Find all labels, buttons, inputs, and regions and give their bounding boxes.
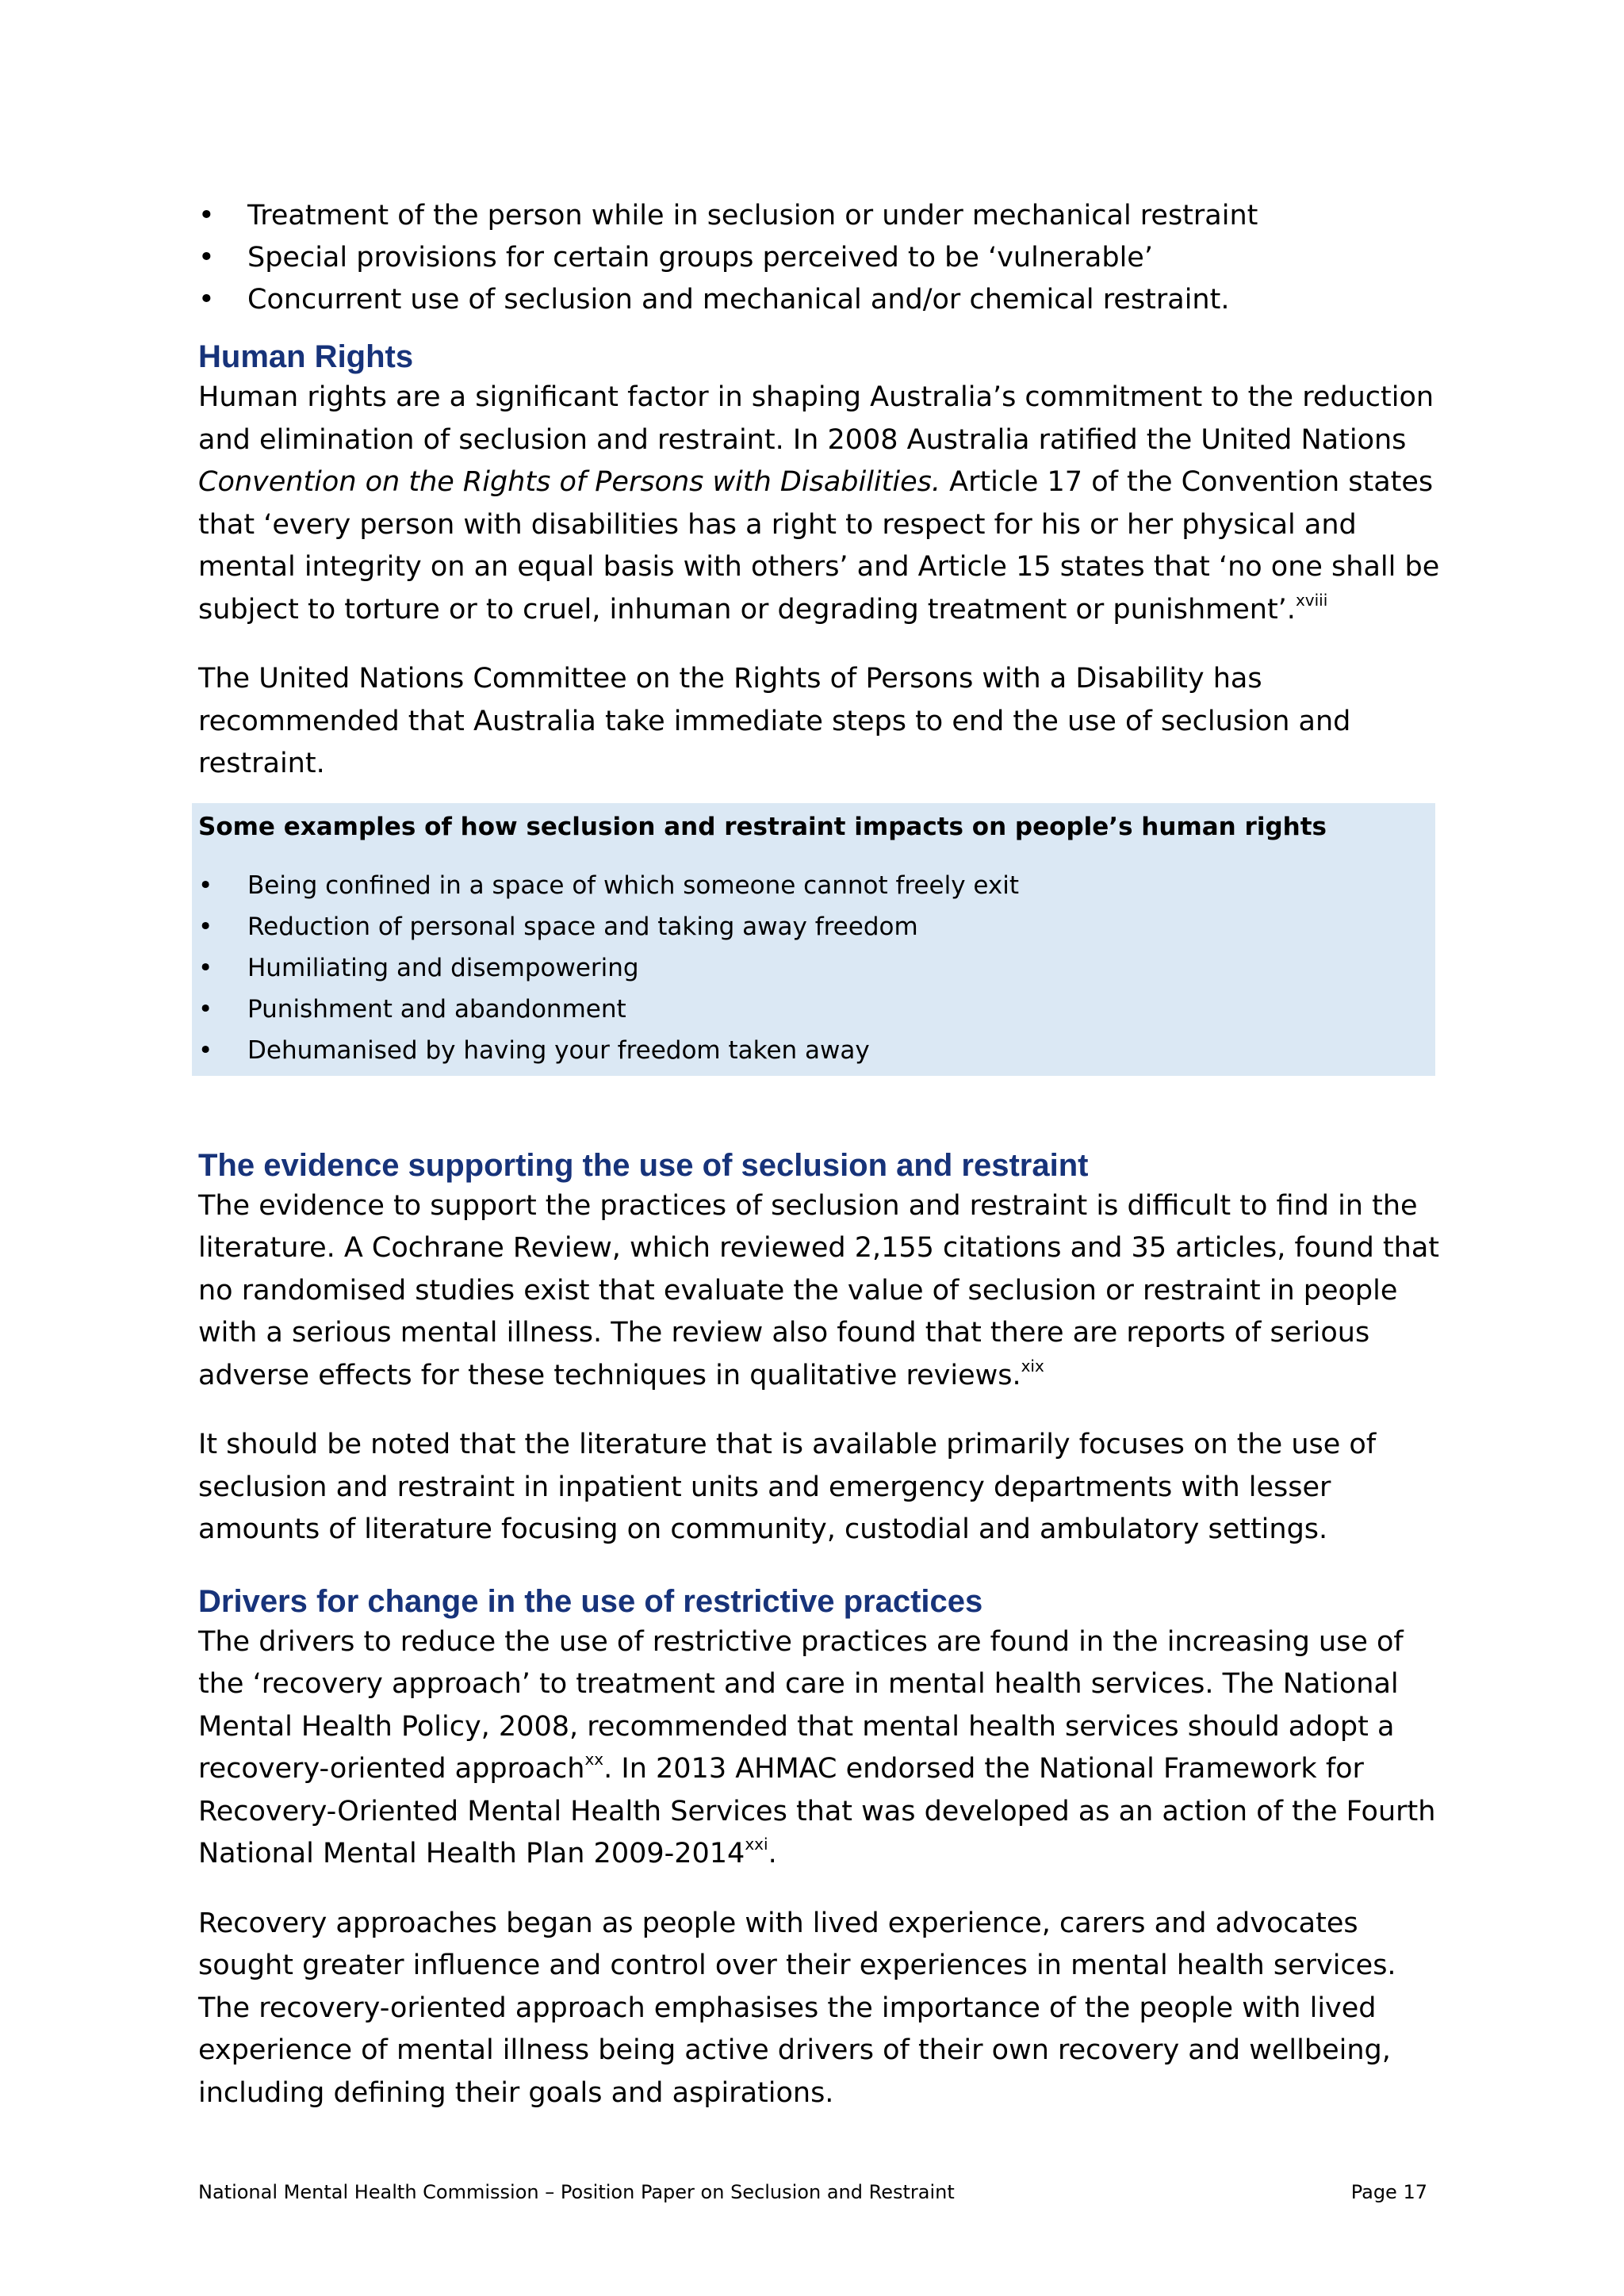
footer-title: National Mental Health Commission – Position Paper on Seclusion and Restraint [198, 2181, 955, 2203]
footnote-ref: xx [584, 1750, 604, 1769]
bullet-icon: • [198, 242, 215, 274]
human-rights-paragraph-2: The United Nations Committee on the Rights of Persons with a Disability has recommended that Australia take immediate steps to end the use of seclusion and restraint. [198, 663, 1351, 779]
human-rights-callout-box [192, 803, 1435, 1076]
list-item: • Punishment and abandonment [198, 989, 1435, 1030]
list-item: • Dehumanised by having your freedom taken away [198, 1030, 1435, 1071]
bullet-icon: • [198, 871, 213, 900]
callout-title: Some examples of how seclusion and restraint impacts on people’s human rights [198, 812, 1327, 841]
list-item: • Reduction of personal space and taking away freedom [198, 906, 1435, 947]
page-number: Page 17 [1350, 2181, 1427, 2203]
footnote-ref: xxi [745, 1835, 768, 1854]
list-item: • Special provisions for certain groups perceived to be ‘vulnerable’ [198, 237, 1443, 279]
human-rights-paragraph-1: Human rights are a significant factor in shaping Australia’s commitment to the reduction and elimination of seclusion and restraint. In 2008 Australia ratified the United Nations Convention on the Rights of Persons with Disabilities. Article 17 of the Convention states that ‘every person with disabilities has a right to respect for his or her physical and mental integrity on an equal basis with others’ and Article 15 states that ‘no one shall be subject to torture or to cruel, inhuman or degrading treatment or punishment’.$^{xviii}$ [198, 381, 1440, 626]
drivers-heading: Drivers for change in the use of restrictive practices [198, 1583, 983, 1619]
bullet-icon: • [198, 912, 213, 941]
evidence-paragraph-1: The evidence to support the practices of seclusion and restraint is difficult to find in the literature. A Cochrane Review, which reviewed 2,155 citations and 35 articles, found that no randomised studies exist that evaluate the value of seclusion or restraint in people with a serious mental illness. The review also found that there are reports of serious adverse effects for these techniques in qualitative reviews.$^{xix}$ [198, 1189, 1440, 1391]
drivers-paragraph-1: The drivers to reduce the use of restrictive practices are found in the increasing use of the ‘recovery approach’ to treatment and care in mental health services. The National Mental Health Policy, 2008, recommended that mental health services should adopt a recovery-oriented approach$^{xx}$. In 2013 AHMAC endorsed the National Framework for Recovery-Oriented Mental Health Services that was developed as an action of the Fourth National Mental Health Plan 2009-2014$^{xxi}$. [198, 1625, 1436, 1869]
footnote-ref: xix [1021, 1356, 1044, 1376]
evidence-heading: The evidence supporting the use of seclusion and restraint [198, 1147, 1089, 1183]
evidence-paragraph-2: It should be noted that the literature that is available primarily focuses on the use of seclusion and restraint in inpatient units and emergency departments with lesser amounts of literature focusing on community, custodial and ambulatory settings. [198, 1429, 1377, 1545]
bullet-icon: • [198, 953, 213, 982]
top-bullet-list [198, 195, 1443, 321]
footnote-ref: xviii [1295, 590, 1328, 610]
human-rights-heading: Human Rights [198, 339, 414, 374]
bullet-icon: • [198, 200, 215, 232]
document-page [198, 195, 1443, 2114]
list-item: • Concurrent use of seclusion and mechanical and/or chemical restraint. [198, 279, 1443, 321]
bullet-icon: • [198, 284, 215, 316]
human-rights-section [198, 337, 1443, 786]
bullet-icon: • [198, 994, 213, 1024]
evidence-section [198, 1146, 1443, 1552]
drivers-paragraph-2: Recovery approaches began as people with lived experience, carers and advocates sought greater influence and control over their experiences in mental health services. The recovery-oriented approach emphasises the importance of the people with lived experience of mental illness being active drivers of their own recovery and wellbeing, including defining their goals and aspirations. [198, 1907, 1396, 2109]
drivers-section [198, 1582, 1443, 2115]
list-item: • Humiliating and disempowering [198, 947, 1435, 989]
list-item: • Being confined in a space of which someone cannot freely exit [198, 865, 1435, 906]
list-item: • Treatment of the person while in seclusion or under mechanical restraint [198, 195, 1443, 237]
callout-bullet-list [198, 865, 1435, 1071]
page-footer [198, 2180, 1427, 2204]
bullet-icon: • [198, 1035, 213, 1065]
